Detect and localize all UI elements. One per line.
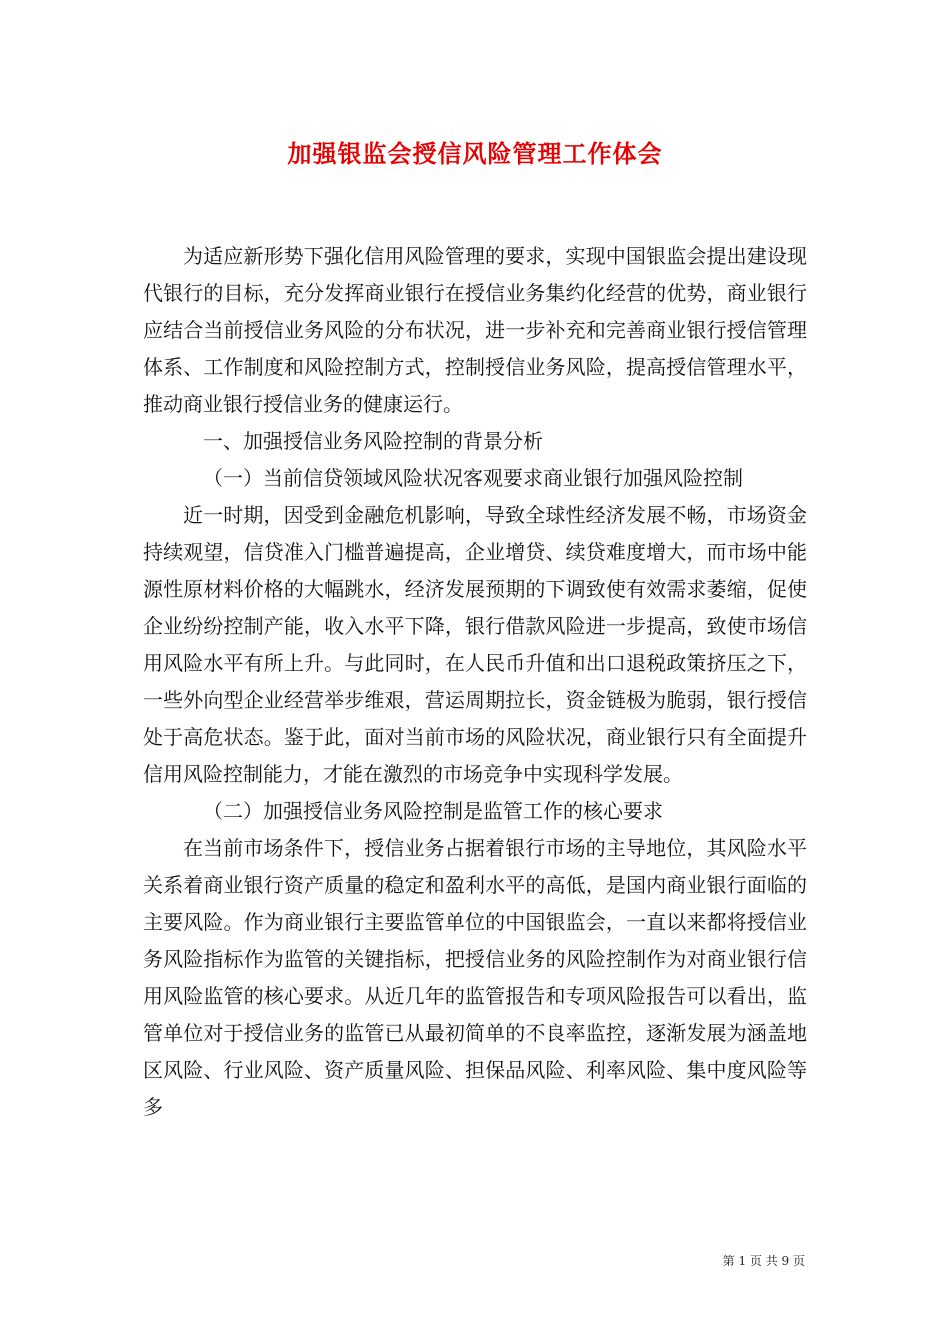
paragraph-intro: 为适应新形势下强化信用风险管理的要求，实现中国银监会提出建设现代银行的目标，充分发挥商业银行在授信业务集约化经营的优势，商业银行应结合当前授信业务风险的分布状况，进一步补充和完善商业银行授信管理体系、工作制度和风险控制方式，控制授信业务风险，提高授信管理水平，推动商业银行授信业务的健康运行。 xyxy=(143,244,807,416)
section-heading-1: 一、加强授信业务风险控制的背景分析 xyxy=(203,429,543,453)
page-number-footer: 第 1 页 共 9 页 xyxy=(722,1254,805,1268)
subsection-heading-1: （一）当前信贷领域风险状况客观要求商业银行加强风险控制 xyxy=(203,466,743,490)
document-title: 加强银监会授信风险管理工作体会 xyxy=(287,139,663,168)
document-body xyxy=(143,238,807,1126)
paragraph-background: 近一时期，因受到金融危机影响，导致全球性经济发展不畅，市场资金持续观望，信贷准入门槛普遍提高，企业增贷、续贷难度增大，而市场中能源性原材料价格的大幅跳水，经济发展预期的下调致使有效需求萎缩，促使企业纷纷控制产能，收入水平下降，银行借款风险进一步提高，致使市场信用风险水平有所上升。与此同时，在人民币升值和出口退税政策挤压之下，一些外向型企业经营举步维艰，营运周期拉长，资金链极为脆弱，银行授信处于高危状态。鉴于此，面对当前市场的风险状况，商业银行只有全面提升信用风险控制能力，才能在激烈的市场竞争中实现科学发展。 xyxy=(143,503,807,786)
subsection-heading-2: （二）加强授信业务风险控制是监管工作的核心要求 xyxy=(203,799,663,823)
paragraph-supervision: 在当前市场条件下，授信业务占据着银行市场的主导地位，其风险水平关系着商业银行资产质量的稳定和盈利水平的高低，是国内商业银行面临的主要风险。作为商业银行主要监管单位的中国银监会，一直以来都将授信业务风险指标作为监管的关键指标，把授信业务的风险控制作为对商业银行信用风险监管的核心要求。从近几年的监管报告和专项风险报告可以看出，监管单位对于授信业务的监管已从最初简单的不良率监控，逐渐发展为涵盖地区风险、行业风险、资产质量风险、担保品风险、利率风险、集中度风险等多 xyxy=(143,836,807,1119)
